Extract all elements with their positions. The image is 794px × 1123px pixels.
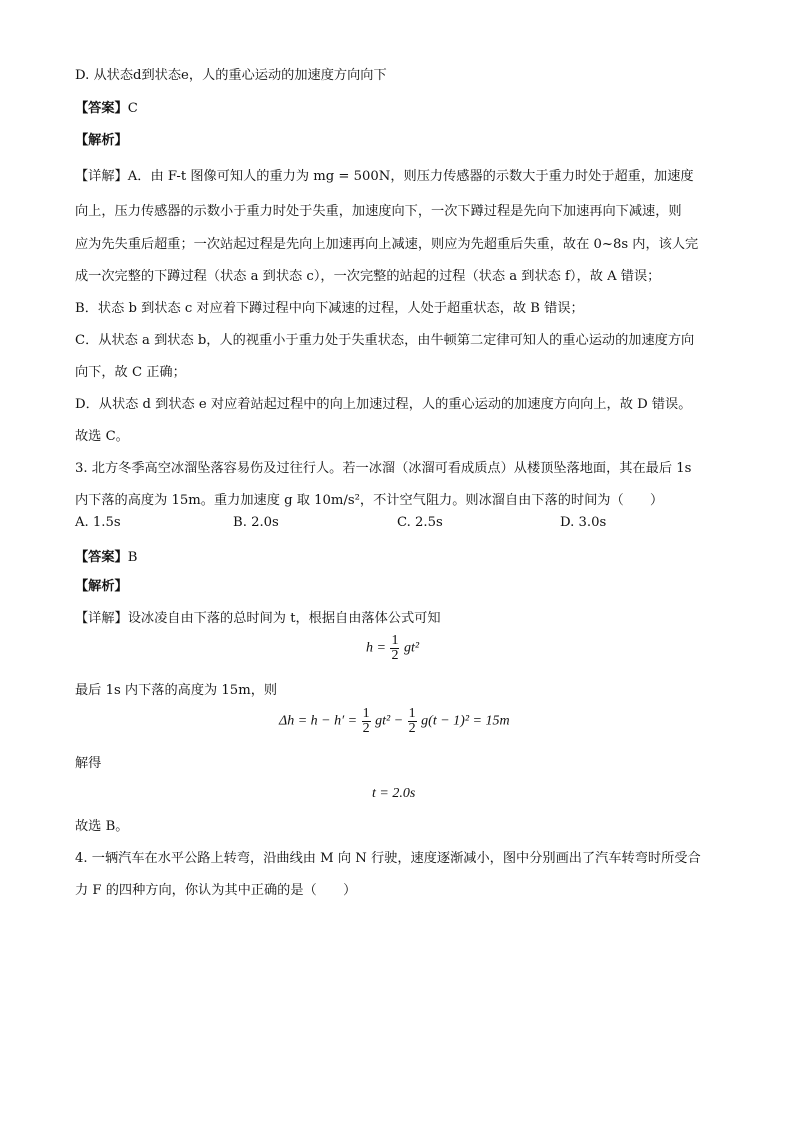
detail-line-6: C．从状态 a 到状态 b，人的视重小于重力处于失重状态，由牛顿第二定律可知人的重心运动的加速度方向 [75,333,695,348]
option-b: B. 2.0s [233,515,279,530]
detail-line-q3-1: 【详解】设冰凌自由下落的总时间为 t，根据自由落体公式可知 [75,611,441,626]
detail-line-q3-2: 最后 1s 内下落的高度为 15m，则 [75,683,278,698]
answer-value: C [127,101,138,116]
fraction-half: $\frac{1}{2}$ [408,706,416,736]
detail-line-7: 向下，故 C 正确； [75,365,186,380]
answer-tag: 【答案】 [75,101,128,116]
detail-line-8: D．从状态 d 到状态 e 对应着站起过程中的向上加速过程，人的重心运动的加速度方向向上，故 D 错误。 [75,397,692,412]
detail-line-9: 故选 C。 [75,429,129,444]
option-a: A. 1.5s [75,515,121,530]
answer-tag: 【答案】 [75,550,128,565]
detail-line-q3-3: 解得 [75,756,102,771]
answer-value: B [127,550,138,565]
detail-line-3: 应为先失重后超重；一次站起过程是先向上加速再向上减速，则应为先超重后失重，故在 0~8s 内，该人完 [75,237,699,252]
equation-2: Δh = h − h′ = $\frac{1}{2}$ gt² − $\frac{1}{2}$ g(t − 1)² = 15m [279,706,510,736]
question-3-line-2: 内下落的高度为 15m。重力加速度 g 取 10m/s²，不计空气阻力。则冰溜自由下落的时间为（ ） [75,493,664,508]
answer-row-2 [75,549,137,567]
detail-line-q3-4: 故选 B。 [75,819,129,834]
fraction-half: $\frac{1}{2}$ [391,633,399,663]
analysis-tag-1: 【解析】 [75,133,128,148]
equation-3: t = 2.0s [372,786,416,801]
question-4-line-2: 力 F 的四种方向，你认为其中正确的是（ ） [75,883,357,898]
option-d: D. 3.0s [560,515,607,530]
detail-line-5: B．状态 b 到状态 c 对应着下蹲过程中向下减速的过程，人处于超重状态，故 B 错误； [75,301,584,316]
detail-line-2: 向上，压力传感器的示数小于重力时处于失重，加速度向下，一次下蹲过程是先向下加速再向下减速，则 [75,204,682,219]
detail-line-4: 成一次完整的下蹲过程（状态 a 到状态 c），一次完整的站起的过程（状态 a 到状态 f），故 A 错误； [75,269,661,284]
fraction-half: $\frac{1}{2}$ [362,706,370,736]
analysis-tag-2: 【解析】 [75,579,128,594]
question-3-line-1: 3. 北方冬季高空冰溜坠落容易伤及过往行人。若一冰溜（冰溜可看成质点）从楼顶坠落地面，其在最后 1s [75,461,692,476]
detail-line-1: 【详解】A．由 F-t 图像可知人的重力为 mg = 500N，则压力传感器的示数大于重力时处于超重，加速度 [75,169,694,184]
question-4-line-1: 4. 一辆汽车在水平公路上转弯，沿曲线由 M 向 N 行驶，速度逐渐减小，图中分别画出了汽车转弯时所受合 [75,851,701,866]
equation-1: h = $\frac{1}{2}$ gt² [366,633,420,663]
option-d-text: D. 从状态d到状态e，人的重心运动的加速度方向向下 [75,68,387,83]
option-c: C. 2.5s [397,515,443,530]
answer-row-1 [75,100,138,118]
